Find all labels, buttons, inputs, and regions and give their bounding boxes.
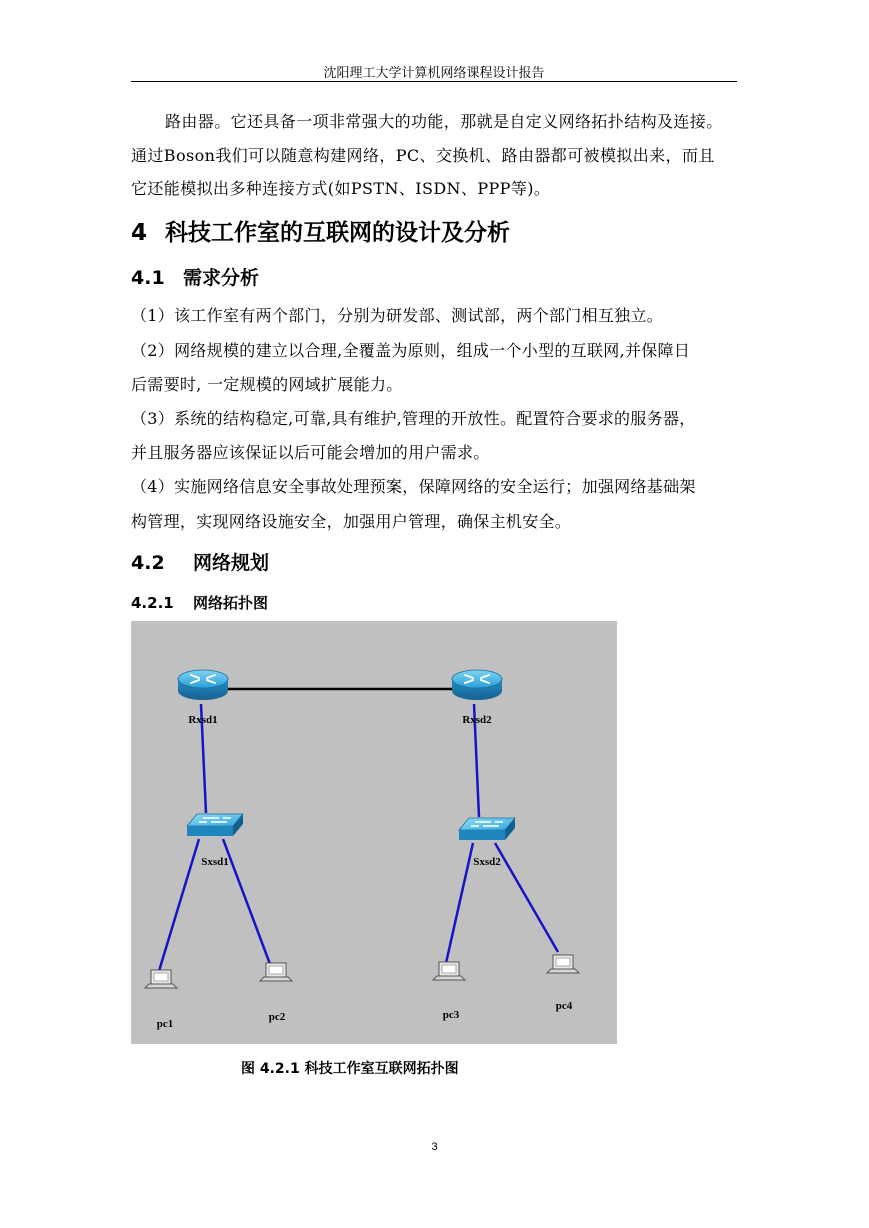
- requirement-item-3-line-1: （3）系统的结构稳定,可靠,具有维护,管理的开放性。配置符合要求的服务器，: [131, 409, 696, 428]
- pc-label: pc3: [442, 1009, 460, 1021]
- switch-icon: [459, 818, 515, 840]
- section-4-2-1-number: 4.2.1: [131, 594, 174, 612]
- section-4-heading: [131, 214, 510, 247]
- pc-label: pc2: [268, 1011, 286, 1023]
- switch-label: Sxsd2: [473, 856, 501, 868]
- router-icon: [452, 670, 502, 700]
- requirement-item-2-line-1: （2）网络规模的建立以合理,全覆盖为原则，组成一个小型的互联网,并保障日: [131, 341, 691, 360]
- network-topology-figure: [131, 621, 617, 1044]
- topology-diagram: [131, 621, 617, 1044]
- switch-label: Sxsd1: [201, 856, 229, 868]
- figure-caption: 图 4.2.1 科技工作室互联网拓扑图: [241, 1061, 459, 1077]
- section-4-title: 科技工作室的互联网的设计及分析: [165, 220, 510, 246]
- router-label: Rxsd2: [462, 714, 492, 726]
- router-icon: [178, 670, 228, 700]
- router-label: Rxsd1: [188, 714, 218, 726]
- switch-icon: [187, 814, 243, 836]
- section-4-2-number: 4.2: [131, 552, 165, 574]
- section-4-2-1-heading: [131, 592, 268, 613]
- section-4-2-1-title: 网络拓扑图: [193, 594, 269, 612]
- requirement-item-1: （1）该工作室有两个部门，分别为研发部、测试部，两个部门相互独立。: [131, 306, 664, 325]
- intro-line-3: 它还能模拟出多种连接方式(如PSTN、ISDN、PPP等)。: [131, 179, 551, 198]
- section-4-1-title: 需求分析: [183, 267, 260, 289]
- page-number: 3: [431, 1141, 438, 1153]
- section-4-1-number: 4.1: [131, 267, 165, 289]
- intro-line-1: 路由器。它还具备一项非常强大的功能，那就是自定义网络拓扑结构及连接。: [165, 112, 723, 131]
- pc-label: pc4: [555, 1000, 573, 1012]
- requirement-item-2-line-2: 后需要时, 一定规模的网域扩展能力。: [131, 375, 403, 394]
- requirement-item-4-line-1: （4）实施网络信息安全事故处理预案，保障网络的安全运行；加强网络基础架: [131, 477, 696, 496]
- header-rule: [131, 81, 737, 82]
- requirement-item-4-line-2: 构管理，实现网络设施安全，加强用户管理，确保主机安全。: [131, 512, 572, 531]
- requirement-item-3-line-2: 并且服务器应该保证以后可能会增加的用户需求。: [131, 443, 490, 462]
- pc-label: pc1: [156, 1018, 174, 1030]
- intro-line-2: 通过Boson我们可以随意构建网络，PC、交换机、路由器都可被模拟出来，而且: [131, 146, 715, 165]
- section-4-1-heading: [131, 263, 259, 290]
- section-4-2-title: 网络规划: [193, 552, 270, 574]
- section-4-number: 4: [131, 220, 148, 246]
- page-header: 沈阳理工大学计算机网络课程设计报告: [323, 66, 545, 81]
- section-4-2-heading: [131, 548, 269, 575]
